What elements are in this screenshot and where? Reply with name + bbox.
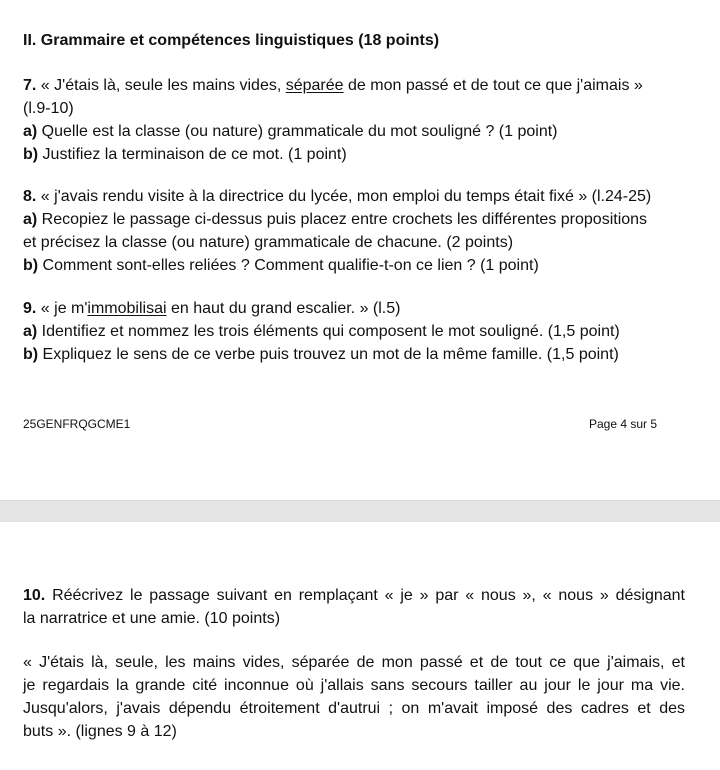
q10-instruction-line-1 <box>23 584 685 607</box>
q9-a-label: a) <box>23 323 38 340</box>
q9-a-text: Identifiez et nommez les trois éléments qui composent le mot souligné. (1,5 point) <box>37 323 620 340</box>
page-separator <box>0 500 720 522</box>
q9-b-text: Expliquez le sens de ce verbe puis trouvez un mot de la même famille. (1,5 point) <box>38 346 619 363</box>
q9-underlined-word: immobilisai <box>87 300 167 317</box>
q8-part-a <box>23 210 647 230</box>
q10-instruction <box>23 584 685 630</box>
q9-part-b <box>23 345 619 365</box>
q8-number: 8. <box>23 188 37 205</box>
q10-instr-1: Réécrivez le passage suivant en remplaçant « je » par « nous », « nous » désignant <box>45 587 685 604</box>
q7-part-b <box>23 145 347 165</box>
q9-quote-end: en haut du grand escalier. » (l.5) <box>166 300 401 317</box>
q7-quote-line <box>23 76 643 96</box>
q9-quote-start: « je m' <box>36 300 88 317</box>
q9-part-a <box>23 322 620 342</box>
footer-page-number: Page 4 sur 5 <box>589 417 658 431</box>
exam-page-5 <box>0 522 720 770</box>
q7-quote-end: de mon passé et de tout ce que j'aimais » <box>343 77 643 94</box>
q10-instruction-line-2: la narratrice et une amie. (10 points) <box>23 610 281 627</box>
q10-passage-line-1: « J'étais là, seule, les mains vides, séparée de mon passé et de tout ce que j'aimais, et <box>23 654 685 671</box>
q10-passage <box>23 651 685 743</box>
q10-number: 10. <box>23 587 46 604</box>
q9-quote-line <box>23 299 400 319</box>
q7-line-ref: (l.9-10) <box>23 100 74 117</box>
q7-b-text: Justifiez la terminaison de ce mot. (1 point) <box>38 146 347 163</box>
q7-quote-start: « J'étais là, seule les mains vides, <box>36 77 286 94</box>
q10-passage-line-2: je regardais la grande cité inconnue où j'allais sans secours tailler au jour le jour ma vie. <box>23 677 685 694</box>
section-title: II. Grammaire et compétences linguistiques (18 points) <box>23 32 440 49</box>
q8-quote: « j'avais rendu visite à la directrice du lycée, mon emploi du temps était fixé » (l.24-25) <box>36 188 652 205</box>
q7-a-label: a) <box>23 123 38 140</box>
q8-a-label: a) <box>23 211 38 228</box>
q8-b-label: b) <box>23 257 39 274</box>
q8-a-text-1: Recopiez le passage ci-dessus puis placez entre crochets les différentes propositions <box>37 211 648 228</box>
q8-part-b <box>23 256 539 276</box>
q8-quote-line <box>23 187 651 207</box>
q7-a-text: Quelle est la classe (ou nature) grammaticale du mot souligné ? (1 point) <box>37 123 558 140</box>
q7-part-a <box>23 122 558 142</box>
q9-number: 9. <box>23 300 37 317</box>
q7-b-label: b) <box>23 146 39 163</box>
q7-underlined-word: séparée <box>285 77 344 94</box>
q8-part-a-cont: et précisez la classe (ou nature) grammaticale de chacune. (2 points) <box>23 234 514 251</box>
q8-b-text: Comment sont-elles reliées ? Comment qualifie-t-on ce lien ? (1 point) <box>38 257 539 274</box>
q9-b-label: b) <box>23 346 39 363</box>
q7-number: 7. <box>23 77 37 94</box>
q10-passage-line-4: buts ». (lignes 9 à 12) <box>23 723 177 740</box>
footer-code: 25GENFRQGCME1 <box>23 417 131 431</box>
q10-passage-line-3: Jusqu'alors, j'avais dépendu étroitement d'autrui ; on m'avait imposé des cadres et des <box>23 700 685 717</box>
